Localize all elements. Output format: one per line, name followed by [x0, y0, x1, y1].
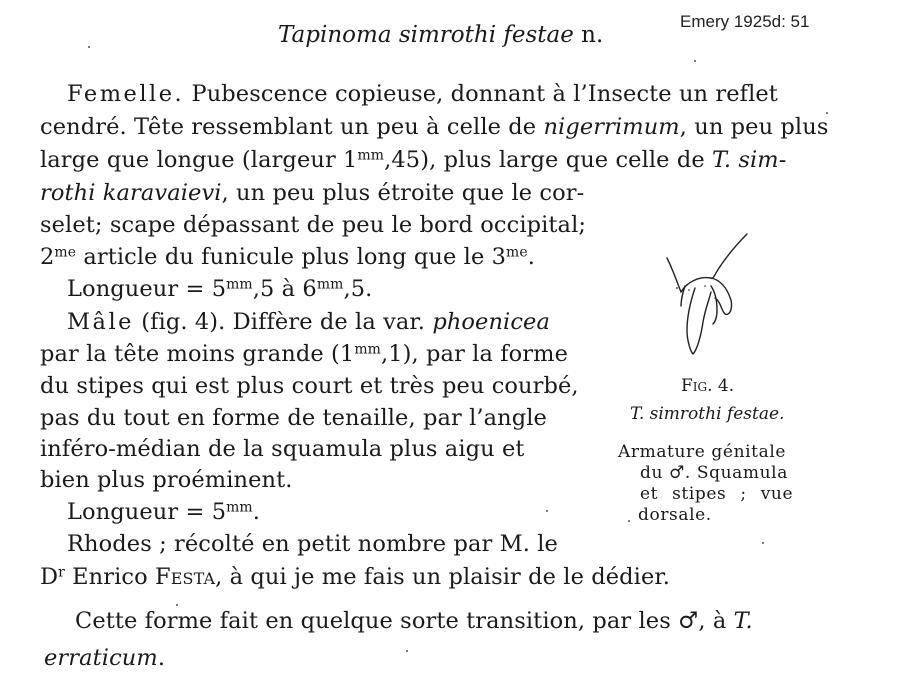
figure-number: Fig. 4. [681, 376, 735, 396]
scan-speck [546, 510, 548, 512]
scan-speck [628, 520, 630, 522]
unit-superscript: mm [316, 276, 344, 293]
species-name: T. sim- [712, 147, 787, 173]
text-span: Enrico [64, 564, 156, 590]
text-span: cendré. Tête ressemblant un peu à celle de [40, 114, 544, 140]
text-line-1 [67, 83, 778, 106]
species-name: erraticum [44, 645, 158, 671]
text-line-12: inféro-médian de la squamula plus aigu et [40, 436, 525, 462]
text-line-8 [67, 311, 550, 334]
male-heading: Mâle [67, 309, 134, 335]
squamula-outline [687, 288, 711, 354]
species-name: rothi karavaievi [40, 180, 222, 206]
text-span: (fig. 4). Diffère de la var. [133, 309, 433, 335]
caption-line-1: Armature génitale [618, 442, 787, 462]
text-line-17 [75, 610, 753, 633]
text-line-2 [40, 116, 828, 139]
text-span: . [527, 244, 535, 270]
text-span: large que longue (largeur 1 [40, 147, 358, 173]
species-name: nigerrimum [543, 114, 680, 140]
text-span: , à qui je me fais un plaisir de le dédier. [215, 564, 671, 590]
figure-label [681, 376, 734, 396]
text-line-7 [67, 278, 372, 301]
text-line-5: selet; scape dépassant de peu le bord occipital; [40, 212, 587, 238]
species-name: phoenicea [432, 309, 550, 335]
text-line-15: Rhodes ; récolté en petit nombre par M. le [67, 531, 558, 557]
text-span: ,5 à 6 [252, 276, 317, 302]
text-span: article du funicule plus long que le 3 [76, 244, 507, 270]
text-span: Longueur = 5 [67, 276, 227, 302]
text-span: par la tête moins grande (1 [40, 341, 355, 367]
title-species: Tapinoma simrothi festae [278, 22, 574, 48]
stipes-stroke [711, 268, 719, 278]
title-suffix: n. [573, 22, 604, 48]
scan-speck [406, 650, 408, 652]
text-span: ,45), plus large que celle de [384, 147, 713, 173]
figure-species: T. simrothi festae. [630, 404, 785, 424]
unit-superscript: mm [226, 276, 253, 293]
collector-name: Festa [155, 564, 216, 590]
caption-line-3: et stipes ; vue [640, 484, 794, 504]
title-superscript: r [58, 564, 65, 581]
ordinal-superscript: me [54, 244, 77, 261]
text-line-16 [40, 566, 670, 589]
text-span: 2 [40, 244, 55, 270]
text-line-14 [67, 501, 260, 524]
text-line-13: bien plus proéminent. [40, 467, 293, 493]
text-span: ,1), par la forme [381, 341, 569, 367]
text-span: D [40, 564, 59, 590]
text-line-4 [40, 182, 584, 205]
text-line-6 [40, 246, 535, 269]
unit-superscript: mm [357, 147, 385, 164]
text-line-3 [40, 149, 786, 172]
caption-line-2: du ♂. Squamula [640, 463, 788, 483]
caption-line-4: dorsale. [638, 505, 712, 525]
text-span: . [252, 499, 261, 525]
text-span: Longueur = 5 [67, 499, 227, 525]
unit-superscript: mm [226, 499, 253, 516]
ordinal-superscript: me [506, 244, 528, 261]
text-line-11: pas du tout en forme de tenaille, par l’angle [40, 405, 547, 431]
page-title [278, 22, 603, 48]
scan-speck [826, 112, 828, 114]
scan-speck [762, 542, 764, 544]
unit-superscript: mm [354, 341, 381, 358]
text-line-9 [40, 343, 568, 366]
text-line-18 [44, 647, 165, 670]
text-span: , un peu plus étroite que le cor- [221, 180, 585, 206]
scan-speck [88, 46, 90, 48]
text-span: , un peu plus [679, 114, 829, 140]
text-span: Cette forme fait en quelque sorte transition, par les ♂, à [75, 608, 734, 634]
scan-speck [694, 60, 696, 62]
text-span: Pubescence copieuse, donnant à l’Insecte un reflet [184, 81, 778, 107]
text-span: ,5. [343, 276, 373, 302]
species-name: T. [733, 608, 753, 634]
text-line-10: du stipes qui est plus court et très peu courbé, [40, 373, 579, 399]
citation-label: Emery 1925d: 51 [680, 12, 810, 31]
stipes-stroke [719, 234, 747, 268]
genital-armature-illustration [655, 230, 750, 365]
squamula-outline [711, 286, 717, 324]
female-heading: Femelle. [67, 81, 185, 107]
scan-speck [176, 604, 178, 606]
text-span: . [157, 645, 166, 671]
stipes-stroke [667, 258, 681, 292]
